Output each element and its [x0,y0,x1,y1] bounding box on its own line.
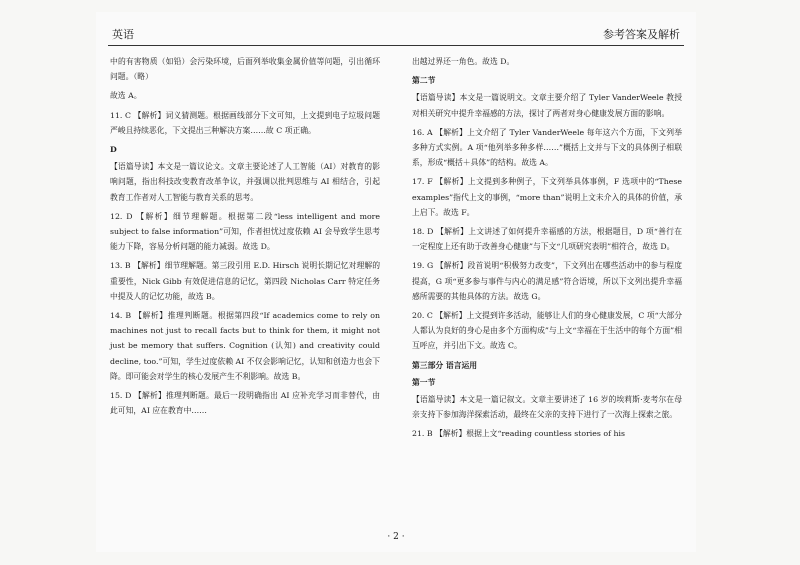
section-heading: 第二节 [412,76,436,86]
paragraph: 【语篇导读】本文是一篇说明文。文章主要介绍了 Tyler VanderWeele 教授对相关研究中提升幸福感的方法，探讨了两者对身心健康发展方面的影响。 [412,93,682,118]
header-title: 参考答案及解析 [603,28,680,41]
paragraph: 11. C 【解析】词义猜测题。根据画线部分下文可知，上文提到电子垃圾问题严峻且持续恶化，下文提出三种解决方案……故 C 项正确。 [110,110,380,135]
section-heading: D [110,145,117,155]
paragraph: 【语篇导读】本文是一篇记叙文。文章主要讲述了 16 岁的埃莉斯·麦考尔在母亲支持下参加海洋探索活动，最终在父亲的支持下进行了一次海上探索之旅。 [412,395,682,420]
header-rule [108,45,684,46]
paragraph: 15. D 【解析】推理判断题。最后一段明确指出 AI 应补充学习而非替代，由此可知，AI 应在教育中…… [110,391,380,416]
paragraph: 17. F 【解析】上文提到多种例子，下文列举具体事例，F 选项中的“These examples”指代上文的事例，“more than”说明上文未介入的具体的价值，承上启下。故选 F。 [412,177,682,217]
paragraph: 20. C 【解析】上文提到许多活动，能够让人们的身心健康发展，C 项“大部分人都认为良好的身心是由多个方面构成”与上文“幸福在于生活中的每个方面”相互呼应，并引出下文。故选 C。 [412,311,682,351]
right-column [412,54,682,446]
paragraph: 12. D 【解析】细节理解题。根据第二段“less intelligent and more subject to false information”可知，作者担忧过度依赖 AI 会导致学生思考能力下降，容易分析问题的能力减弱。故选 D。 [110,211,380,252]
document-page [96,12,696,552]
left-column [110,54,380,422]
paragraph: 18. D 【解析】上文讲述了如何提升幸福感的方法，根据题目，D 项“善行在一定程度上还有助于改善身心健康”与下文“几项研究表明”相符合，故选 D。 [412,227,682,252]
header-subject: 英语 [112,28,134,41]
paragraph: 13. B 【解析】细节理解题。第三段引用 E.D. Hirsch 说明长期记忆对理解的重要性，Nick Gibb 有效促进信息的记忆，第四段 Nicholas Carr 特定任务中提及人的记忆功能，故选 B。 [110,261,380,301]
paragraph: 21. B 【解析】根据上文“reading countless stories of his [412,429,625,439]
paragraph: 故选 A。 [110,91,142,101]
paragraph: 19. G 【解析】段首说明“积极努力改变”，下文列出在哪些活动中的参与程度提高，G 项“更多参与事件与内心的满足感”符合语境，所以下文列出提升幸福感所需要的其他具体的方法。故选 G。 [412,261,682,301]
page-number: · 2 · [387,532,405,542]
paragraph: 14. B 【解析】推理判断题。根据第四段“If academics come to rely on machines not just to recall facts but to think for them, it might not just be memory that suffers. Cognition (认知) and creativity could decline, too.”可知，学生过度依赖 AI 不仅会影响记忆，认知和创造力也会下降。即可能会对学生的核心发展产生不利影响。故选 B。 [110,311,380,381]
paragraph: 16. A 【解析】上文介绍了 Tyler VanderWeele 每年这六个方面，下文列举多种方式实例。A 项“他列举多种多样……”概括上文并与下文的具体例子相联系，形成“概括＋具体”的结构。故选 A。 [412,127,682,168]
section-heading: 第三部分 语言运用 [412,360,478,370]
paragraph: 中的有害物质（如铅）会污染环境，后面列举收集金属价值等问题，引出循环问题。（略） [110,57,380,82]
paragraph: 【语篇导读】本文是一篇议论文。文章主要论述了人工智能（AI）对教育的影响问题，指出科技改变教育改革争议，并强调以批判思维与 AI 相结合，引起教育工作者对人工智能与教育关系的思考。 [110,162,380,202]
paragraph: 出越过界还一角色。故选 D。 [412,57,515,66]
section-heading: 第一节 [412,377,436,387]
